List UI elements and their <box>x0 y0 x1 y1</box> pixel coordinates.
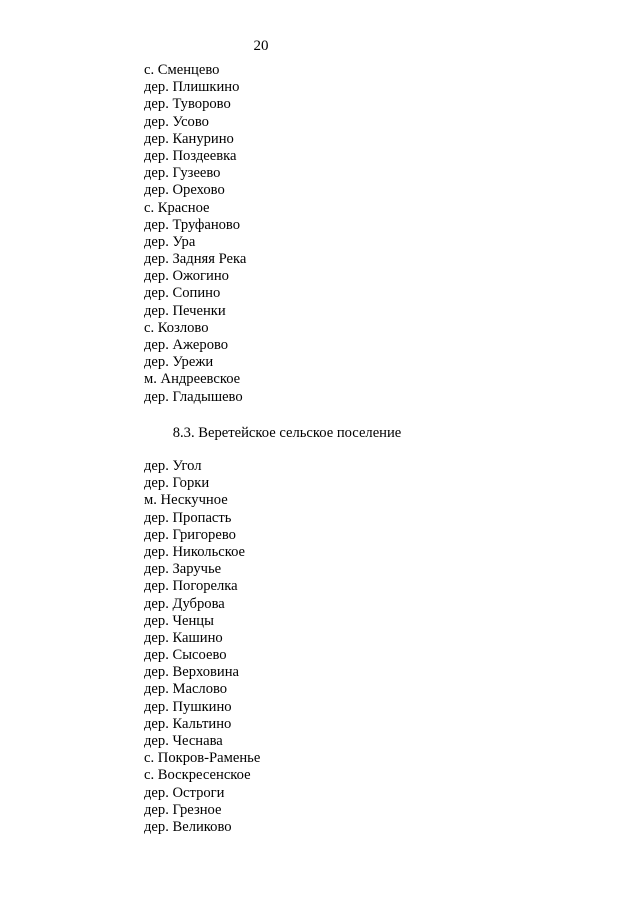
settlement-item: дер. Дуброва <box>144 595 225 612</box>
settlement-item: дер. Плишкино <box>144 79 240 96</box>
settlement-item: с. Воскресенское <box>144 767 251 784</box>
section-heading: 8.3. Веретейское сельское поселение <box>172 425 402 441</box>
settlement-item: дер. Великово <box>144 818 232 835</box>
settlement-item: дер. Усово <box>144 113 209 130</box>
settlement-item: дер. Орехово <box>144 182 225 199</box>
settlement-item: дер. Гладышево <box>144 388 243 405</box>
settlement-item: дер. Григорево <box>144 526 236 543</box>
settlement-item: с. Красное <box>144 199 210 216</box>
settlement-item: дер. Поздеевка <box>144 147 237 164</box>
settlement-item: дер. Ажерово <box>144 337 229 353</box>
page-number: 20 <box>253 38 269 54</box>
settlement-item: дер. Гузеево <box>144 165 221 182</box>
settlement-item: дер. Сысоево <box>144 647 227 664</box>
settlement-item: м. Андреевское <box>144 371 241 388</box>
settlement-item: с. Покров-Раменье <box>144 750 261 767</box>
settlement-item: с. Сменцево <box>144 62 220 78</box>
settlement-item: дер. Труфаново <box>144 216 241 233</box>
settlement-list-top <box>144 62 246 406</box>
settlement-item: дер. Угол <box>144 458 202 474</box>
settlement-item: дер. Погорелка <box>144 578 238 595</box>
settlement-item: дер. Верховина <box>144 664 240 681</box>
settlement-item: дер. Никольское <box>144 543 246 560</box>
settlement-item: дер. Пушкино <box>144 698 232 715</box>
settlement-item: дер. Горки <box>144 475 210 492</box>
settlement-item: дер. Грезное <box>144 801 222 818</box>
settlement-item: дер. Заручье <box>144 561 222 578</box>
settlement-item: дер. Кальтино <box>144 715 232 732</box>
settlement-item: дер. Сопино <box>144 285 221 302</box>
settlement-item: дер. Канурино <box>144 130 234 147</box>
settlement-item: дер. Пропасть <box>144 509 232 526</box>
settlement-item: дер. Туворово <box>144 96 231 113</box>
settlement-item: дер. Задняя Река <box>144 251 247 268</box>
settlement-item: м. Нескучное <box>144 492 228 509</box>
settlement-item: дер. Ура <box>144 233 196 250</box>
settlement-item: дер. Урежи <box>144 354 214 371</box>
settlement-item: дер. Печенки <box>144 302 226 319</box>
settlement-item: дер. Ожогино <box>144 268 229 285</box>
settlement-item: с. Козлово <box>144 319 209 336</box>
settlement-item: дер. Ченцы <box>144 612 214 629</box>
settlement-item: дер. Остроги <box>144 784 225 801</box>
settlement-item: дер. Кашино <box>144 629 223 646</box>
settlement-item: дер. Маслово <box>144 681 228 698</box>
settlement-item: дер. Чеснава <box>144 733 223 749</box>
settlement-list-bottom <box>144 458 260 836</box>
